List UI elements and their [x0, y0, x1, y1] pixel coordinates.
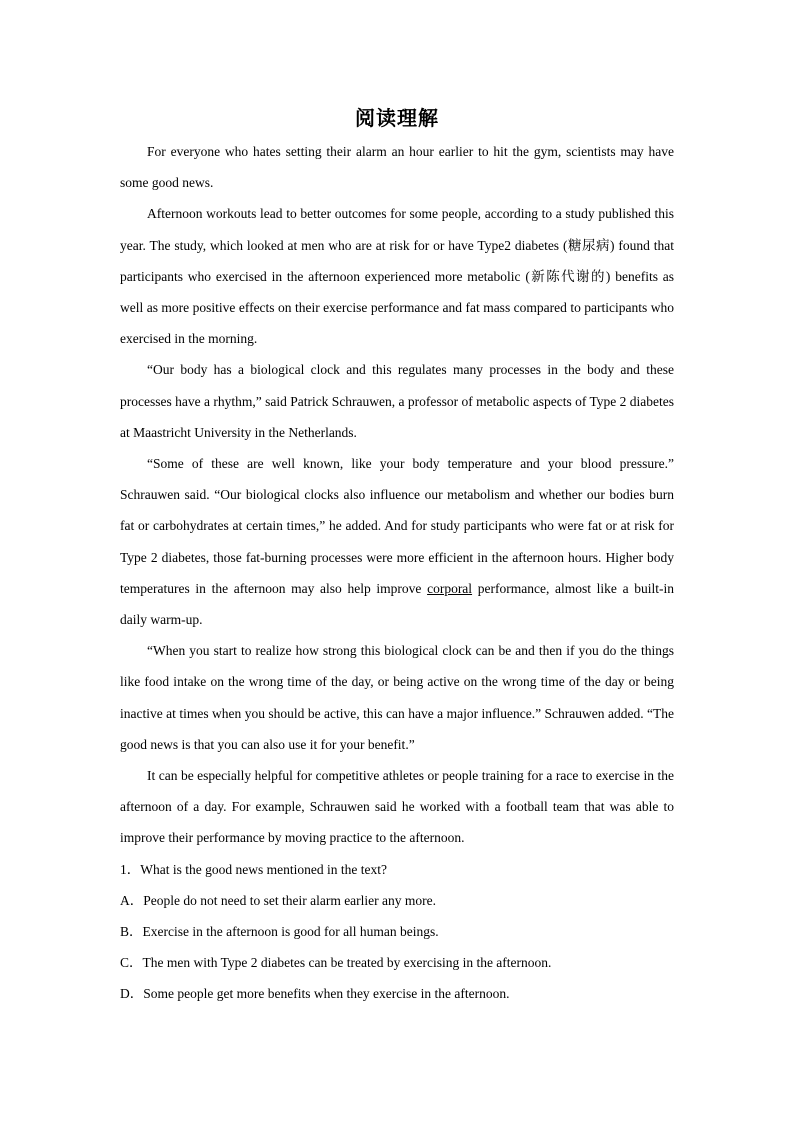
paragraph-6: It can be especially helpful for competitive athletes or people training for a race to exercise in the afternoon of a day. For example, Schrauwen said he worked with a football team that was able to improve their performance by moving practice to the afternoon. [120, 768, 674, 846]
option-a: A．People do not need to set their alarm earlier any more. [120, 892, 437, 908]
paragraph-5: “When you start to realize how strong this biological clock can be and then if you do the things like food intake on the wrong time of the day, or being active on the wrong time of the day or being inactive at times when you should be active, this can have a major influence.” Schrauwen added. “The good news is that you can also use it for your benefit.” [120, 643, 674, 752]
paragraph-1: For everyone who hates setting their alarm an hour earlier to hit the gym, scientists may have some good news. [120, 144, 674, 191]
paragraph-4-text-after: performance, almost like a built-in daily warm-up. [120, 580, 675, 628]
underlined-word: corporal [427, 580, 473, 596]
option-b: B．Exercise in the afternoon is good for all human beings. [120, 924, 439, 940]
page-title: 阅读理解 [355, 106, 439, 130]
paragraph-4 [120, 448, 674, 635]
document-content [120, 100, 674, 1010]
paragraph-4-text-before: “Some of these are well known, like your body temperature and your blood pressure.” Schrauwen said. “Our biological clocks also influence our metabolism and whether our bodies burn fat or carbohydrates at certain times,” he added. And for study participants who were fat or at risk for Type 2 diabetes, those fat-burning processes were more efficient in the afternoon hours. Higher body temperatures in the afternoon may also help improve [120, 456, 674, 596]
option-c: C．The men with Type 2 diabetes can be treated by exercising in the afternoon. [120, 955, 552, 971]
option-d: D．Some people get more benefits when they exercise in the afternoon. [120, 986, 510, 1002]
paragraph-2: Afternoon workouts lead to better outcomes for some people, according to a study published this year. The study, which looked at men who are at risk for or have Type2 diabetes (糖尿病) found that participants who exercised in the afternoon experienced more metabolic (新陈代谢的) benefits as well as more positive effects on their exercise performance and fat mass compared to participants who exercised in the morning. [120, 206, 674, 347]
paragraph-3: “Our body has a biological clock and this regulates many processes in the body and these processes have a rhythm,” said Patrick Schrauwen, a professor of metabolic aspects of Type 2 diabetes at Maastricht University in the Netherlands. [120, 362, 675, 440]
question-1: 1．What is the good news mentioned in the text? [120, 861, 387, 877]
